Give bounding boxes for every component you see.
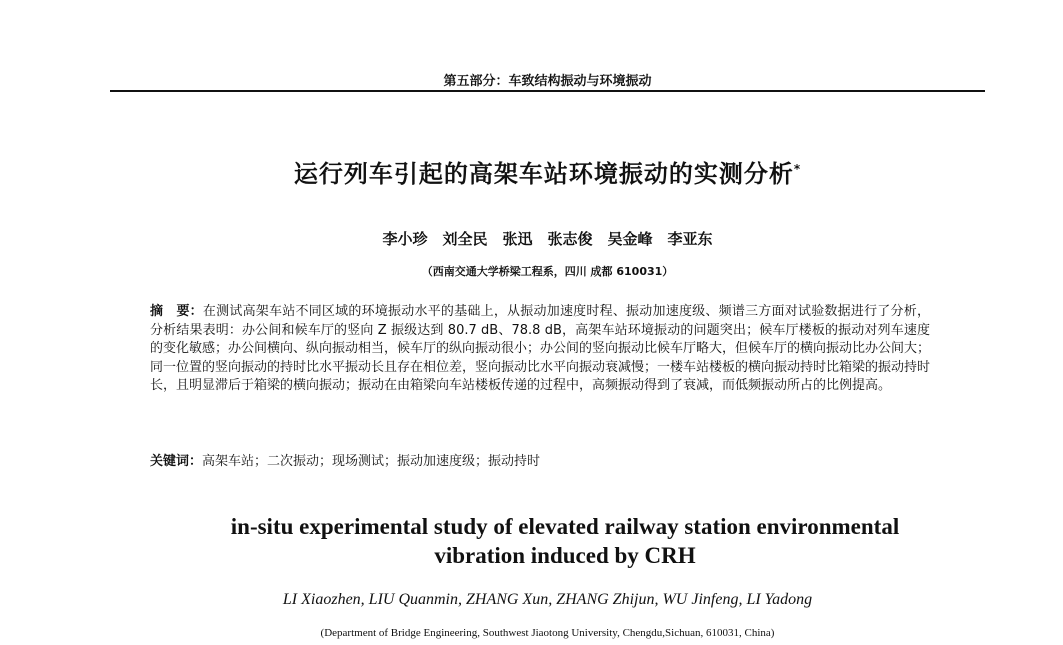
english-title-line-1: in-situ experimental study of elevated railway station environmental: [230, 514, 900, 539]
chinese-title: [110, 154, 985, 189]
abstract: [150, 303, 930, 396]
running-header: 第五部分：车致结构振动与环境振动: [443, 74, 652, 89]
title-footnote-mark: *: [793, 162, 802, 176]
english-title-line-2: vibration induced by CRH: [434, 543, 696, 568]
keywords-text: 高架车站；二次振动；现场测试；振动加速度级；振动持时: [202, 454, 541, 469]
english-affiliation: (Department of Bridge Engineering, Southwest Jiaotong University, Chengdu,Sichuan, 610031, China): [320, 627, 775, 639]
chinese-title-text: 运行列车引起的高架车站环境振动的实测分析: [293, 160, 794, 188]
chinese-affiliation: （西南交通大学桥梁工程系，四川 成都 610031）: [421, 265, 674, 278]
english-title: [150, 512, 980, 570]
keywords: [150, 450, 930, 469]
keywords-label: 关键词：: [150, 454, 203, 469]
english-authors: LI Xiaozhen, LIU Quanmin, ZHANG Xun, ZHANG Zhijun, WU Jinfeng, LI Yadong: [282, 591, 813, 608]
chinese-authors: 李小珍 刘全民 张迅 张志俊 吴金峰 李亚东: [382, 230, 713, 248]
abstract-text: 在测试高架车站不同区域的环境振动水平的基础上，从振动加速度时程、振动加速度级、频谱三方面对试验数据进行了分析，分析结果表明：办公间和候车厅的竖向 Z 振级达到 80.7 dB、78.8 dB，高架车站环境振动的问题突出；候车厅楼板的振动对列车速度的变化敏感；办公间横向、纵向振动相当，候车厅的纵向振动很小；办公间的竖向振动比候车厅略大，但候车厅的横向振动比办公间大；同一位置的竖向振动的持时比水平振动长且存在相位差，竖向振动比水平向振动衰减慢；一楼车站楼板的横向振动持时比箱梁的振动持时长，且明显滞后于箱梁的横向振动；振动在由箱梁向车站楼板传递的过程中，高频振动得到了衰减，而低频振动所占的比例提高。: [150, 304, 931, 394]
header-rule: [110, 90, 985, 92]
abstract-label: 摘 要：: [150, 304, 203, 319]
